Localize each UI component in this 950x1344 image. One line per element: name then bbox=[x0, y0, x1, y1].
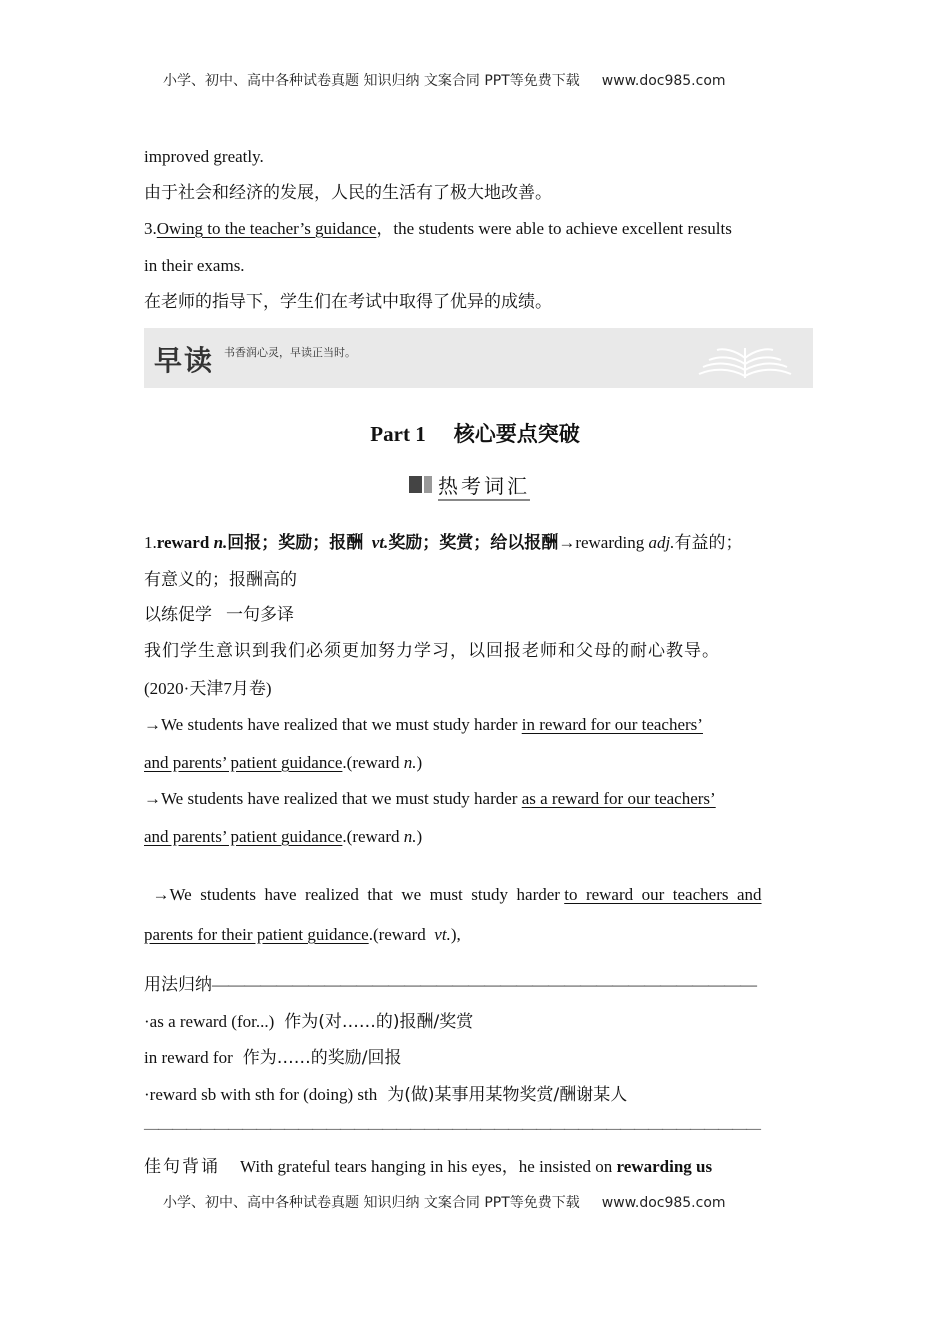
underlined-answer: and parents’ patient guidance bbox=[144, 753, 343, 772]
item-number: 3. bbox=[144, 219, 157, 238]
entry-def: 回报；奖励；报酬 bbox=[227, 533, 364, 553]
recite-label: 佳句背诵 bbox=[144, 1157, 220, 1177]
part-label: Part 1 bbox=[370, 422, 426, 446]
text-line-cn: 由于社会和经济的发展，人民的生活有了极大地改善。 bbox=[144, 183, 552, 203]
section-title: 热考词汇 bbox=[438, 474, 530, 501]
entry-derivative: →rewarding bbox=[558, 533, 645, 552]
open-book-icon bbox=[695, 340, 795, 380]
text-line: in their exams. bbox=[144, 256, 245, 275]
translation-3 bbox=[144, 862, 762, 906]
pos-tag: n. bbox=[403, 753, 417, 772]
pos-tag: vt. bbox=[434, 925, 451, 944]
practice-source: (2020·天津7月卷) bbox=[144, 679, 272, 698]
sentence-text: ) bbox=[416, 753, 423, 772]
usage-cn: 作为……的奖励/回报 bbox=[242, 1048, 402, 1068]
footer-url[interactable]: www.doc985.com bbox=[601, 1195, 726, 1211]
section-heading bbox=[409, 470, 530, 499]
underlined-answer: parents for their patient guidance bbox=[144, 925, 369, 944]
morning-reading-banner bbox=[144, 328, 813, 388]
entry-number: 1. bbox=[144, 533, 157, 552]
sentence-text: ), bbox=[450, 925, 461, 944]
part-heading bbox=[0, 418, 950, 448]
usage-heading bbox=[144, 974, 756, 996]
translation-1-cont bbox=[144, 752, 422, 774]
item-text: ，the students were able to achieve excellent results bbox=[376, 219, 732, 238]
sentence-text: .(reward bbox=[342, 753, 404, 772]
vocab-entry bbox=[144, 532, 742, 554]
entry-def: 有益的； bbox=[674, 533, 743, 553]
entry-pos: adj. bbox=[648, 533, 675, 552]
pos-tag: n. bbox=[403, 827, 417, 846]
section-marker-icon bbox=[424, 476, 432, 493]
recite-text: With grateful tears hanging in his eyes，he insisted on bbox=[240, 1157, 617, 1176]
divider: —————————————————————————————————— bbox=[212, 975, 756, 994]
entry-pos: vt. bbox=[371, 533, 389, 552]
underlined-answer: and parents’ patient guidance bbox=[144, 827, 343, 846]
practice-sub: 一句多译 bbox=[226, 605, 294, 625]
header-text: 小学、初中、高中各种试卷真题 知识归纳 文案合同 PPT等免费下载 bbox=[163, 73, 580, 89]
sentence-text: →We students have realized that we must study harder bbox=[152, 885, 565, 904]
page-header bbox=[163, 70, 726, 90]
footer-text: 小学、初中、高中各种试卷真题 知识归纳 文案合同 PPT等免费下载 bbox=[163, 1195, 580, 1211]
usage-item bbox=[144, 1011, 473, 1033]
sentence-text: .(reward bbox=[342, 827, 404, 846]
recite-bold: rewarding us bbox=[616, 1157, 713, 1176]
divider: ———————————————————————————————————————————— bbox=[144, 1121, 760, 1137]
usage-en: ·as a reward (for...) bbox=[144, 1012, 275, 1031]
entry-pos: n. bbox=[213, 533, 228, 552]
banner-title: 早读 bbox=[154, 344, 215, 377]
usage-en: ·reward sb with sth for (doing) sth bbox=[144, 1085, 378, 1104]
item-3 bbox=[144, 218, 732, 240]
sentence-text: →We students have realized that we must study harder bbox=[144, 789, 522, 808]
page-footer bbox=[163, 1192, 726, 1212]
translation-2 bbox=[144, 788, 716, 810]
banner-slogan: 书香润心灵，早读正当时。 bbox=[224, 346, 356, 359]
header-url[interactable]: www.doc985.com bbox=[601, 73, 726, 89]
practice-heading bbox=[144, 604, 294, 626]
usage-cn: 作为(对……的)报酬/奖赏 bbox=[284, 1012, 474, 1032]
recite-line bbox=[144, 1156, 712, 1178]
text-line-cn: 在老师的指导下，学生们在考试中取得了优异的成绩。 bbox=[144, 292, 552, 312]
text-line: improved greatly. bbox=[144, 147, 264, 166]
usage-label: 用法归纳 bbox=[144, 975, 212, 995]
section-marker-icon bbox=[409, 476, 422, 493]
translation-2-cont bbox=[144, 826, 422, 848]
usage-en: in reward for bbox=[144, 1048, 233, 1067]
translation-3-cont bbox=[144, 924, 461, 946]
practice-label: 以练促学 bbox=[144, 605, 212, 625]
underlined-answer: as a reward for our teachers’ bbox=[521, 789, 716, 808]
usage-item bbox=[144, 1084, 627, 1106]
sentence-text: .(reward bbox=[368, 925, 435, 944]
entry-def: 奖励；奖赏；给以报酬 bbox=[388, 533, 559, 553]
part-title: 核心要点突破 bbox=[453, 421, 580, 446]
sentence-text: ) bbox=[416, 827, 423, 846]
usage-cn: 为(做)某事用某物奖赏/酬谢某人 bbox=[387, 1085, 628, 1105]
entry-def-cont: 有意义的；报酬高的 bbox=[144, 570, 297, 590]
underlined-answer: in reward for our teachers’ bbox=[521, 715, 703, 734]
underlined-answer: to reward our teachers and bbox=[564, 885, 762, 904]
translation-1 bbox=[144, 714, 703, 736]
underlined-answer: Owing to the teacher’s guidance bbox=[156, 219, 377, 238]
sentence-text: →We students have realized that we must study harder bbox=[144, 715, 522, 734]
practice-cn: 我们学生意识到我们必须更加努力学习，以回报老师和父母的耐心教导。 bbox=[144, 641, 720, 661]
entry-word: reward bbox=[156, 533, 210, 552]
usage-item bbox=[144, 1047, 401, 1069]
